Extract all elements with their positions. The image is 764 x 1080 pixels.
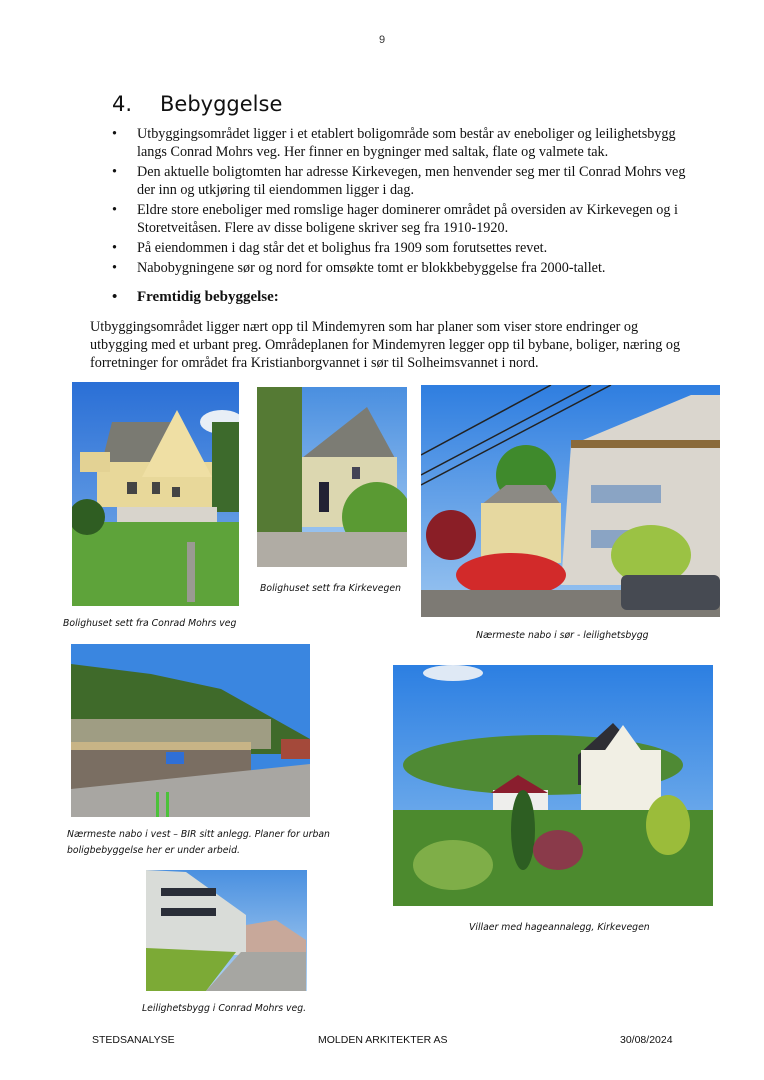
bullet-icon: • (112, 126, 117, 142)
bullet-icon: • (112, 202, 117, 218)
section-title: Bebyggelse (160, 92, 283, 116)
future-heading: • Fremtidig bebyggelse: (112, 289, 279, 305)
bullet-list (112, 125, 692, 279)
footer-date: 30/08/2024 (620, 1034, 673, 1046)
photo-caption: Bolighuset sett fra Conrad Mohrs veg (63, 618, 237, 629)
facility-photo-icon (71, 644, 310, 817)
house-photo-icon (257, 387, 407, 567)
section-heading (112, 92, 282, 116)
photo-caption: Nærmeste nabo i sør - leilighetsbygg (476, 630, 649, 641)
villa-photo-icon (393, 665, 713, 906)
bullet-item: • På eiendommen i dag står det et bolighus fra 1909 som forutsettes revet. (112, 240, 548, 256)
photo-caption: boligbebyggelse her er under arbeid. (67, 845, 240, 856)
bullet-item: • Den aktuelle boligtomten har adresse Kirkevegen, men henvender seg mer til Conrad Mohrs veg der inn og utkjøring til eiendommen ligger i dag. (112, 164, 686, 198)
bullet-icon: • (112, 260, 117, 276)
photo-house-kirkevegen (257, 387, 407, 567)
section-number: 4. (112, 92, 133, 116)
footer-left: STEDSANALYSE (92, 1034, 175, 1046)
future-paragraph: Utbyggingsområdet ligger nært opp til Mindemyren som har planer som viser store endringer og utbygging med et urbant preg. Områdeplanen for Mindemyren legger opp til bybane, boliger, næring og forretninger for området fra Kristianborgvannet i sør til Solheimsvannet i nord. (90, 319, 681, 371)
bullet-item: • Utbyggingsområdet ligger i et etablert boligområde som består av eneboliger og leilighetsbygg langs Conrad Mohrs veg. Her finner en bygninger med saltak, flate og valmete tak. (112, 126, 676, 160)
house-photo-icon (72, 382, 239, 606)
photo-bir-facility (71, 644, 310, 817)
footer-center: MOLDEN ARKITEKTER AS (318, 1034, 448, 1046)
photo-caption: Nærmeste nabo i vest – BIR sitt anlegg. Planer for urban (67, 829, 330, 840)
bullet-icon: • (112, 164, 117, 180)
photo-house-conrad-mohrs (72, 382, 239, 606)
photo-apartments-conrad-mohrs (146, 870, 307, 991)
photo-apartment-south (421, 385, 720, 617)
photo-caption: Leilighetsbygg i Conrad Mohrs veg. (142, 1003, 307, 1014)
photo-villas-gardens (393, 665, 713, 906)
photo-caption: Bolighuset sett fra Kirkevegen (260, 583, 401, 594)
page-number: 9 (378, 34, 386, 46)
bullet-icon: • (112, 289, 118, 305)
bullet-item: • Nabobygningene sør og nord for omsøkte tomt er blokkbebyggelse fra 2000-tallet. (112, 260, 606, 276)
photo-caption: Villaer med hageannalegg, Kirkevegen (469, 922, 650, 933)
apartment-photo-icon (421, 385, 720, 617)
bullet-item: • Eldre store eneboliger med romslige hager dominerer området på oversiden av Kirkevegen og i Storetveitåsen. Flere av disse boligene skriver seg fra 1910-1920. (112, 202, 678, 236)
bullet-icon: • (112, 240, 117, 256)
apartment-photo-icon (146, 870, 307, 991)
